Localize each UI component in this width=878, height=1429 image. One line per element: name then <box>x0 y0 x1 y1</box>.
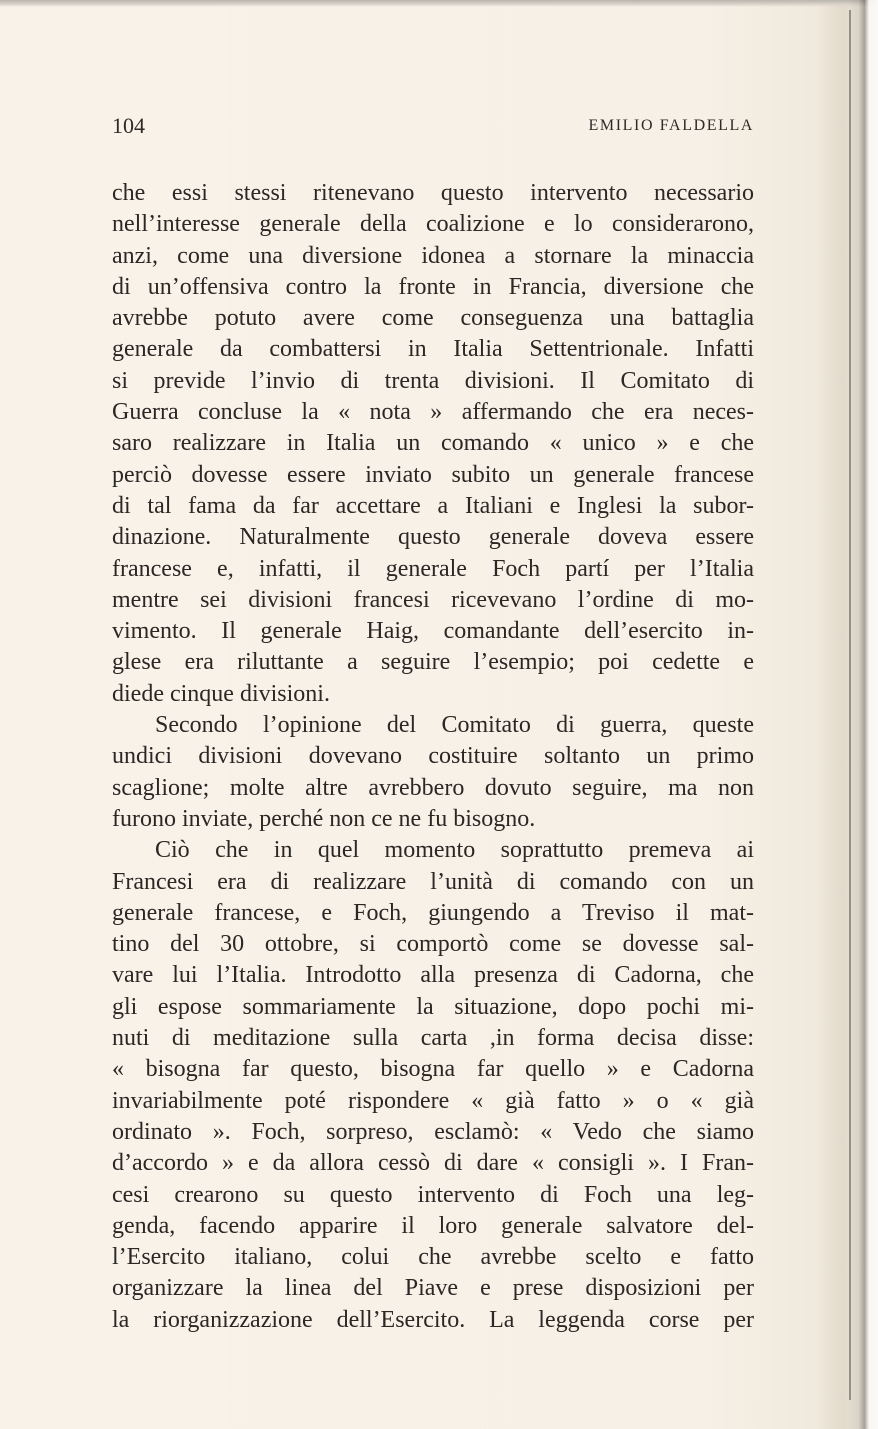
text-line: mentre sei divisioni francesi ricevevano l’ordine di mo- <box>112 586 754 613</box>
paragraph-3 <box>112 835 754 1336</box>
text-line: glese era riluttante a seguire l’esempio; poi cedette e <box>112 649 754 676</box>
text-line: cesi crearono su questo intervento di Foch una leg- <box>112 1181 754 1208</box>
paragraph-2 <box>112 710 754 835</box>
text-line: furono inviate, perché non ce ne fu bisogno. <box>112 805 536 832</box>
text-line: Secondo l’opinione del Comitato di guerra, queste <box>155 712 754 739</box>
text-line: diede cinque divisioni. <box>112 680 330 707</box>
top-edge-shadow <box>0 0 878 7</box>
text-line: l’Esercito italiano, colui che avrebbe scelto e fatto <box>112 1244 754 1271</box>
text-line: generale da combattersi in Italia Settentrionale. Infatti <box>112 336 754 363</box>
text-line: nell’interesse generale della coalizione e lo considerarono, <box>112 211 754 238</box>
text-line: nuti di meditazione sulla carta ,in forma decisa disse: <box>112 1025 754 1052</box>
text-line: genda, facendo apparire il loro generale salvatore del- <box>112 1212 754 1239</box>
text-line: organizzare la linea del Piave e prese disposizioni per <box>112 1275 754 1302</box>
body-text <box>112 178 754 1336</box>
text-line: dinazione. Naturalmente questo generale doveva essere <box>112 524 754 551</box>
text-line: « bisogna far questo, bisogna far quello » e Cadorna <box>112 1056 754 1083</box>
text-line: Francesi era di realizzare l’unità di comando con un <box>112 868 754 895</box>
text-line: perciò dovesse essere inviato subito un generale francese <box>112 461 754 488</box>
text-line: avrebbe potuto avere come conseguenza una battaglia <box>112 305 754 332</box>
text-line: generale francese, e Foch, giungendo a Treviso il mat- <box>112 899 754 926</box>
text-line: tino del 30 ottobre, si comportò come se dovesse sal- <box>112 931 754 958</box>
paragraph-1 <box>112 178 754 710</box>
page-edge-line <box>849 10 851 1400</box>
running-title: EMILIO FALDELLA <box>588 117 754 134</box>
text-line: vare lui l’Italia. Introdotto alla presenza di Cadorna, che <box>112 962 754 989</box>
text-line: francese e, infatti, il generale Foch partí per l’Italia <box>112 555 754 582</box>
text-line: vimento. Il generale Haig, comandante dell’esercito in- <box>112 618 754 645</box>
text-line: di un’offensiva contro la fronte in Francia, diversione che <box>112 273 754 300</box>
page-edge-shadow <box>848 0 878 1429</box>
text-line: ordinato ». Foch, sorpreso, esclamò: « Vedo che siamo <box>112 1118 754 1145</box>
text-line: gli espose sommariamente la situazione, dopo pochi mi- <box>112 993 754 1020</box>
text-line: invariabilmente poté rispondere « già fatto » o « già <box>112 1087 754 1114</box>
text-line: Guerra concluse la « nota » affermando che era neces- <box>112 399 754 426</box>
text-line: di tal fama da far accettare a Italiani e Inglesi la subor- <box>112 492 754 519</box>
text-line: d’accordo » e da allora cessò di dare « consigli ». I Fran- <box>112 1150 754 1177</box>
page-number: 104 <box>112 113 145 138</box>
running-head <box>112 110 754 142</box>
text-line: si previde l’invio di trenta divisioni. Il Comitato di <box>112 367 754 394</box>
text-line: anzi, come una diversione idonea a stornare la minaccia <box>112 242 754 269</box>
text-line: scaglione; molte altre avrebbero dovuto seguire, ma non <box>112 774 754 801</box>
text-line: undici divisioni dovevano costituire soltanto un primo <box>112 743 754 770</box>
text-line: saro realizzare in Italia un comando « unico » e che <box>112 430 754 457</box>
text-line: che essi stessi ritenevano questo intervento necessario <box>112 180 754 206</box>
text-line: la riorganizzazione dell’Esercito. La leggenda corse per <box>112 1306 754 1333</box>
text-line: Ciò che in quel momento soprattutto premeva ai <box>155 837 754 864</box>
